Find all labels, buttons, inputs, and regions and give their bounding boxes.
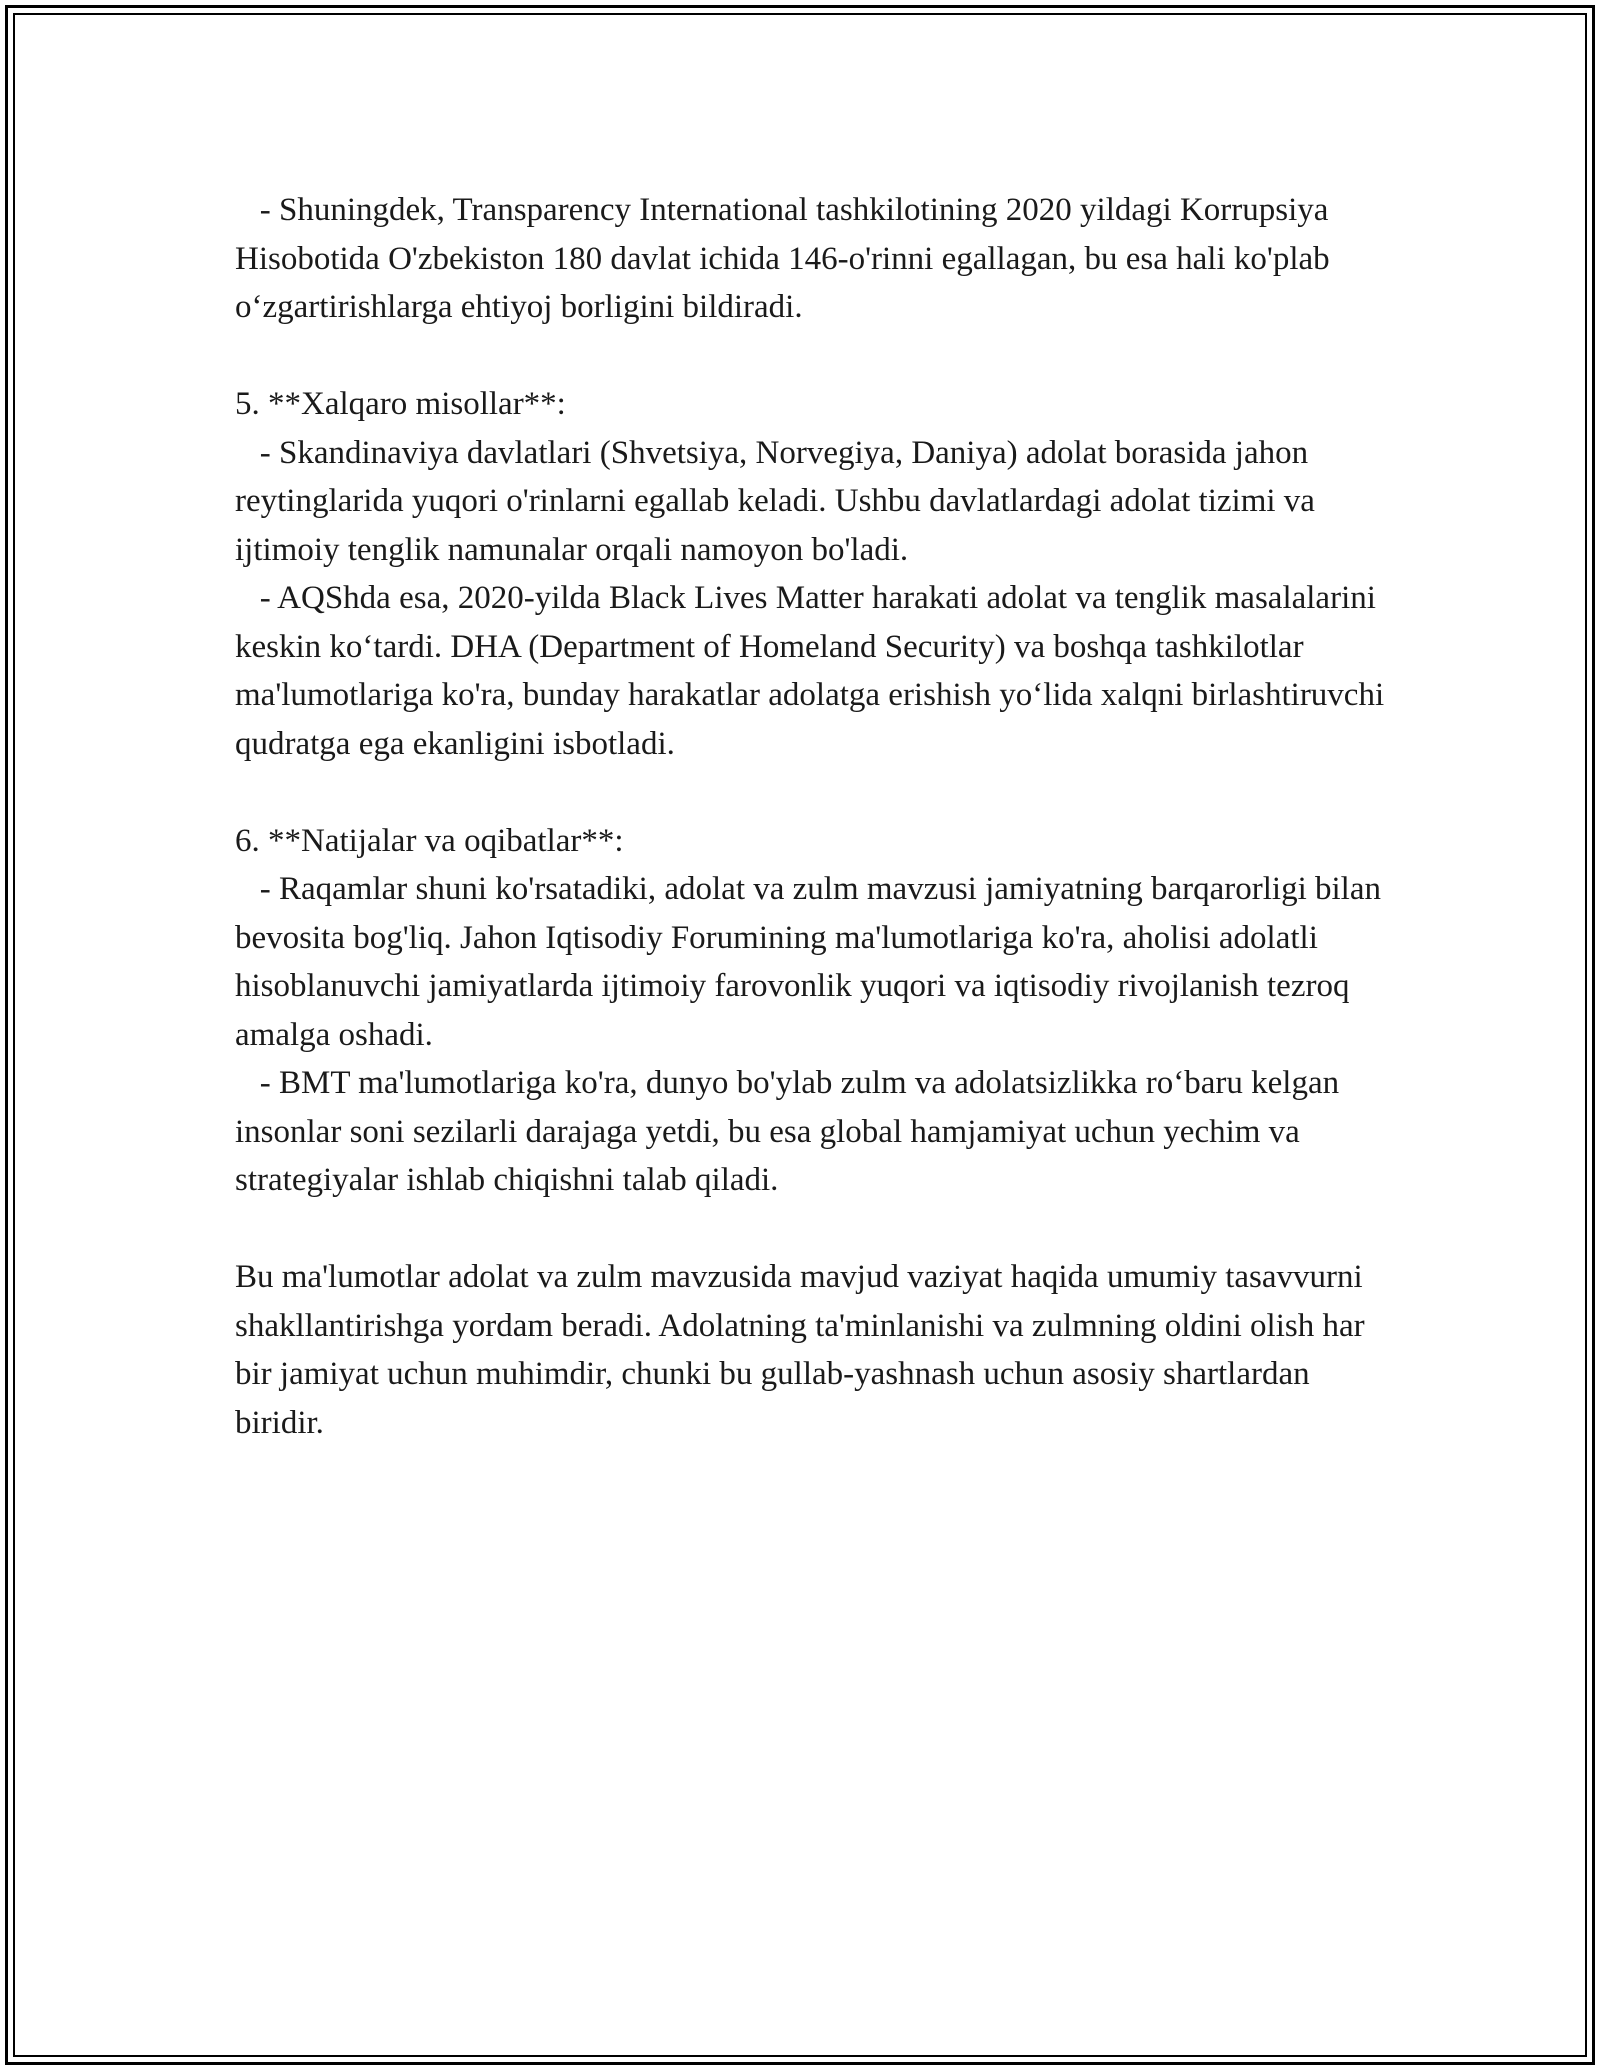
paragraph-bmt: - BMT ma'lumotlariga ko'ra, dunyo bo'ylab zulm va adolatsizlikka roʻbaru kelgan insonlar soni sezilarli darajaga yetdi, bu esa global hamjamiyat uchun yechim va strategiyalar ishlab chiqishni talab qiladi. [235, 1065, 1348, 1198]
paragraph-transparency: - Shuningdek, Transparency International tashkilotining 2020 yildagi Korrupsiya Hisobotida O'zbekiston 180 davlat ichida 146-o'rinni egallagan, bu esa hali ko'plab oʻzgartirishlarga ehtiyoj borligini bildiradi. [235, 192, 1338, 325]
document-body [235, 186, 1395, 1447]
section-heading-xalqaro: 5. **Xalqaro misollar**: [235, 386, 566, 422]
paragraph-spacer [235, 768, 1395, 817]
paragraph-conclusion: Bu ma'lumotlar adolat va zulm mavzusida mavjud vaziyat haqida umumiy tasavvurni shakllantirishga yordam beradi. Adolatning ta'minlanishi va zulmning oldini olish har bir jamiyat uchun muhimdir, chunki bu gullab-yashnash uchun asosiy shartlardan biridir. [235, 1259, 1373, 1441]
paragraph-spacer [235, 332, 1395, 381]
paragraph-aqsh: - AQShda esa, 2020-yilda Black Lives Matter harakati adolat va tenglik masalalarini keskin koʻtardi. DHA (Department of Homeland Security) va boshqa tashkilotlar ma'lumotlariga ko'ra, bunday harakatlar adolatga erishish yoʻlida xalqni birlashtiruvchi qudratga ega ekanligini isbotladi. [235, 580, 1393, 762]
paragraph-raqamlar: - Raqamlar shuni ko'rsatadiki, adolat va zulm mavzusi jamiyatning barqarorligi bilan bevosita bog'liq. Jahon Iqtisodiy Forumining ma'lumotlariga ko'ra, aholisi adolatli hisoblanuvchi jamiyatlarda ijtimoiy farovonlik yuqori va iqtisodiy rivojlanish tezroq amalga oshadi. [235, 871, 1390, 1053]
paragraph-spacer [235, 1205, 1395, 1254]
section-heading-natijalar: 6. **Natijalar va oqibatlar**: [235, 822, 624, 859]
paragraph-skandinaviya: - Skandinaviya davlatlari (Shvetsiya, Norvegiya, Daniya) adolat borasida jahon reytinglarida yuqori o'rinlarni egallab keladi. Ushbu davlatlardagi adolat tizimi va ijtimoiy tenglik namunalar orqali namoyon bo'ladi. [235, 434, 1324, 568]
